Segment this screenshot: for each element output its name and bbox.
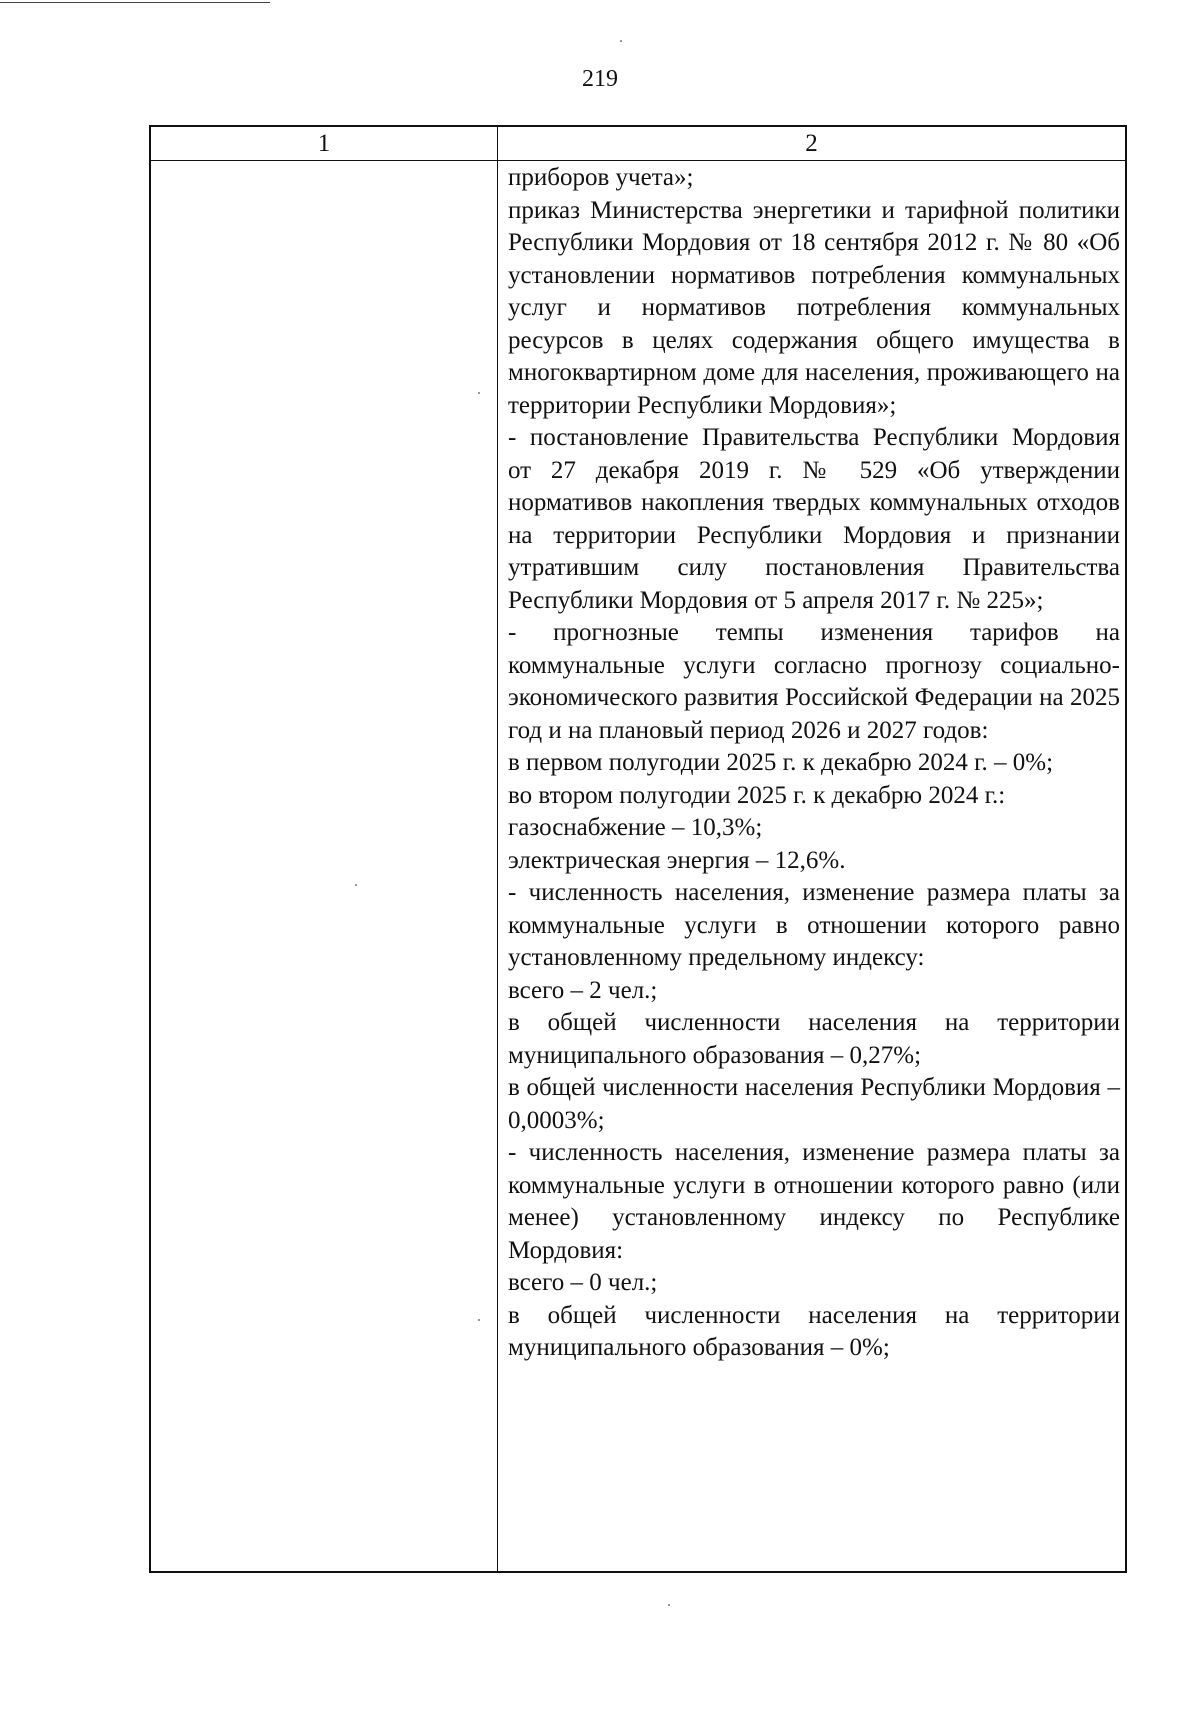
- paragraph: всего – 0 чел.;: [508, 1269, 658, 1296]
- column-divider: [497, 127, 498, 1571]
- header-col-1: 1: [317, 130, 331, 157]
- paragraph: газоснабжение – 10,3%;: [508, 814, 763, 841]
- paragraph: во втором полугодии 2025 г. к декабрю 2024 г.:: [508, 781, 1006, 809]
- page-number: 219: [582, 66, 618, 92]
- document-table: [149, 125, 1127, 1573]
- header-col-2: 2: [805, 130, 818, 157]
- paragraph: - прогнозные темпы изменения тарифов на коммунальные услуги согласно прогнозу социально-экономического развития Российской Федерации на 2025 год и на плановый период 2026 и 2027 годов:: [508, 619, 1120, 744]
- scan-speck: [355, 884, 357, 886]
- paragraph: всего – 2 чел.;: [508, 976, 658, 1004]
- paragraph: в общей численности населения Республики Мордовия – 0,0003%;: [508, 1074, 1120, 1134]
- paragraph: приказ Министерства энергетики и тарифной политики Республики Мордовия от 18 сентября 2012 г. № 80 «Об установлении нормативов потребления коммунальных услуг и нормативов потребления коммунальных ресурсов в целях содержания общего имущества в многоквартирном доме для населения, проживающего на территории Республики Мордовия»;: [508, 196, 1120, 419]
- paragraph: - численность населения, изменение размера платы за коммунальные услуги в отношении которого равно (или менее) установленному индексу по Республике Мордовия:: [508, 1139, 1120, 1264]
- paragraph: приборов учета»;: [508, 164, 694, 191]
- scan-speck: [478, 1319, 480, 1321]
- content-cell-col-2: [508, 162, 1120, 1365]
- table-header-row: [151, 127, 1125, 161]
- paragraph: в общей численности населения на территории муниципального образования – 0%;: [508, 1301, 1120, 1361]
- scan-speck: [668, 1604, 670, 1606]
- scan-edge-line: [0, 2, 270, 3]
- scan-speck: [478, 392, 480, 394]
- paragraph: - численность населения, изменение размера платы за коммунальные услуги в отношении которого равно установленному предельному индексу:: [508, 879, 1120, 971]
- paragraph: - постановление Правительства Республики Мордовия от 27 декабря 2019 г. № 529 «Об утверждении нормативов накопления твердых коммунальных отходов на территории Республики Мордовия и признании утратившим силу постановления Правительства Республики Мордовия от 5 апреля 2017 г. № 225»;: [508, 424, 1120, 614]
- paragraph: в общей численности населения на территории муниципального образования – 0,27%;: [508, 1009, 1120, 1069]
- paragraph: электрическая энергия – 12,6%.: [508, 846, 846, 874]
- scan-speck: [620, 40, 622, 42]
- paragraph: в первом полугодии 2025 г. к декабрю 2024 г. – 0%;: [508, 749, 1054, 776]
